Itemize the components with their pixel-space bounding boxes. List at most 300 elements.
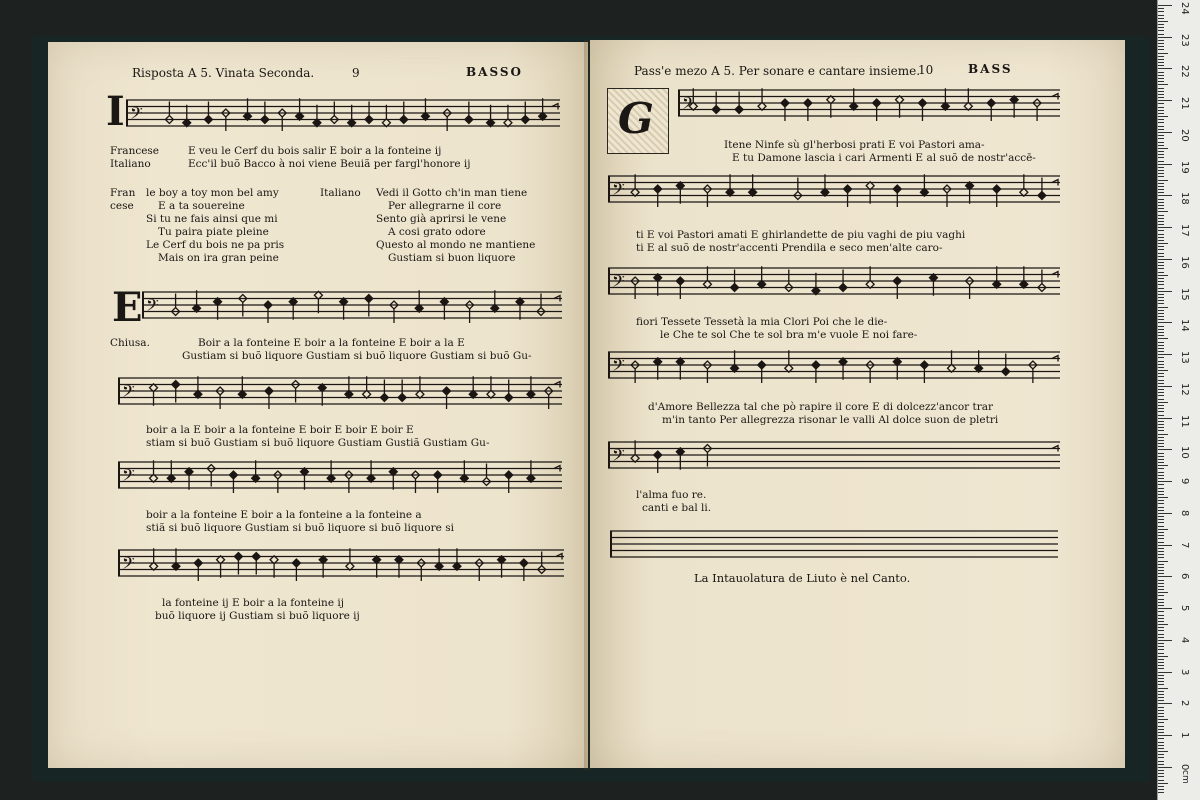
verse-line: Tu paira piate pleine bbox=[158, 226, 269, 238]
ruler-tick bbox=[1158, 392, 1164, 393]
ruler-tick bbox=[1158, 21, 1168, 22]
ruler-tick bbox=[1158, 110, 1164, 111]
lyric-line: m'in tanto Per allegrezza risonar le valli Al dolce suon de pletri bbox=[662, 414, 999, 426]
ruler-tick bbox=[1158, 189, 1164, 190]
ruler-tick bbox=[1158, 434, 1168, 435]
ruler-tick bbox=[1158, 18, 1164, 19]
ruler-number: 5 bbox=[1179, 605, 1190, 612]
ruler-tick bbox=[1158, 275, 1168, 276]
ruler-tick bbox=[1158, 700, 1164, 701]
empty-staff bbox=[610, 527, 1058, 567]
ruler-number: 9 bbox=[1179, 478, 1190, 485]
ruler-tick bbox=[1158, 668, 1164, 669]
ruler-tick bbox=[1158, 465, 1168, 466]
ruler-tick bbox=[1158, 637, 1164, 638]
ruler-tick bbox=[1158, 567, 1164, 568]
ruler-tick bbox=[1158, 56, 1164, 57]
note-head bbox=[893, 185, 901, 193]
ruler-tick bbox=[1158, 262, 1164, 263]
ruler-tick bbox=[1158, 719, 1168, 720]
ruler-unit: cm bbox=[1180, 770, 1190, 784]
lyric-line: E veu le Cerf du bois salir E boir a la fonteine ij bbox=[188, 145, 442, 157]
ruler-tick bbox=[1158, 446, 1164, 447]
ruler-tick bbox=[1158, 786, 1164, 787]
ruler-tick bbox=[1158, 122, 1164, 123]
ruler-tick bbox=[1158, 510, 1164, 511]
ruler-tick bbox=[1158, 570, 1164, 571]
ruler-tick bbox=[1158, 373, 1164, 374]
ruler-tick bbox=[1158, 46, 1164, 47]
ruler-tick bbox=[1158, 488, 1164, 489]
ruler-tick bbox=[1158, 608, 1172, 609]
ruler-tick bbox=[1158, 776, 1164, 777]
ruler-tick bbox=[1158, 764, 1164, 765]
ruler-tick bbox=[1158, 310, 1164, 311]
note-head bbox=[434, 471, 442, 479]
ruler-tick bbox=[1158, 180, 1168, 181]
note-head bbox=[839, 284, 847, 292]
ruler-tick bbox=[1158, 494, 1164, 495]
ruler-tick bbox=[1158, 278, 1164, 279]
ruler-tick bbox=[1158, 726, 1164, 727]
ruler-tick bbox=[1158, 40, 1164, 41]
ruler-tick bbox=[1158, 34, 1164, 35]
section-label-chiusa: Chiusa. bbox=[110, 337, 150, 349]
ruler-tick bbox=[1158, 218, 1164, 219]
ruler-tick bbox=[1158, 173, 1164, 174]
ruler-tick bbox=[1158, 748, 1164, 749]
ruler-tick bbox=[1158, 329, 1164, 330]
ruler-tick bbox=[1158, 583, 1164, 584]
lyric-language-label: Francese bbox=[110, 145, 160, 157]
ruler-tick bbox=[1158, 24, 1164, 25]
ruler-tick bbox=[1158, 5, 1172, 6]
lyric-line: le Che te sol Che te sol bra m'e vuole E noi fare- bbox=[660, 329, 918, 341]
ruler-tick bbox=[1158, 103, 1164, 104]
note-head bbox=[873, 99, 881, 107]
ruler-tick bbox=[1158, 418, 1172, 419]
note-head bbox=[676, 277, 684, 285]
right-page-number: 10 bbox=[918, 63, 934, 77]
clef-symbol: 𝄢 bbox=[612, 355, 625, 379]
ruler-tick bbox=[1158, 767, 1172, 768]
ruler-tick bbox=[1158, 319, 1164, 320]
ruler-tick bbox=[1158, 354, 1172, 355]
ruler-tick bbox=[1158, 227, 1172, 228]
ruler-tick bbox=[1158, 243, 1168, 244]
ruler-tick bbox=[1158, 640, 1172, 641]
ruler-tick bbox=[1158, 65, 1164, 66]
ruler-tick bbox=[1158, 659, 1164, 660]
note-head bbox=[654, 451, 662, 459]
ruler-number: 16 bbox=[1179, 255, 1190, 269]
ruler-tick bbox=[1158, 195, 1172, 196]
ruler-number: 15 bbox=[1179, 287, 1190, 301]
ruler-tick bbox=[1158, 119, 1164, 120]
ruler-tick bbox=[1158, 408, 1164, 409]
music-staff bbox=[608, 172, 1060, 208]
ruler-tick bbox=[1158, 326, 1164, 327]
note-head bbox=[264, 301, 272, 309]
music-staff bbox=[608, 348, 1060, 384]
note-head bbox=[520, 559, 528, 567]
lyric-line: ti E al suõ de nostr'accenti Prendila e seco men'alte caro- bbox=[636, 242, 943, 254]
ruler-number: 10 bbox=[1179, 446, 1190, 460]
ruler-tick bbox=[1158, 113, 1164, 114]
ruler-tick bbox=[1158, 97, 1164, 98]
ruler-tick bbox=[1158, 665, 1164, 666]
ruler-number: 17 bbox=[1179, 224, 1190, 237]
lyric-language-label: Italiano bbox=[110, 158, 151, 170]
ruler-tick bbox=[1158, 291, 1172, 292]
ruler-tick bbox=[1158, 656, 1168, 657]
ruler-tick bbox=[1158, 402, 1168, 403]
ruler-tick bbox=[1158, 367, 1164, 368]
clef-symbol: 𝄢 bbox=[612, 271, 625, 295]
music-staff bbox=[118, 546, 564, 582]
ruler-tick bbox=[1158, 27, 1164, 28]
note-head bbox=[918, 99, 926, 107]
ruler-tick bbox=[1158, 351, 1164, 352]
verse-line: Vedi il Gotto ch'in man tiene bbox=[376, 187, 528, 199]
ruler-tick bbox=[1158, 294, 1164, 295]
ruler-tick bbox=[1158, 107, 1164, 108]
ruler-tick bbox=[1158, 611, 1164, 612]
note-head bbox=[735, 106, 743, 114]
ruler-tick bbox=[1158, 246, 1164, 247]
ruler-tick bbox=[1158, 672, 1172, 673]
ruler-number: 12 bbox=[1179, 382, 1190, 396]
ruler-tick bbox=[1158, 630, 1164, 631]
lyric-line: stiã si buõ liquore Gustiam si buõ liquore si buõ liquore si bbox=[146, 522, 454, 534]
ruler-tick bbox=[1158, 513, 1172, 514]
ruler-tick bbox=[1158, 443, 1164, 444]
ruler-tick bbox=[1158, 395, 1164, 396]
verse-language-label: cese bbox=[110, 200, 134, 212]
ruler-tick bbox=[1158, 551, 1164, 552]
note-head bbox=[505, 394, 513, 402]
lyric-line: l'alma fuo re. bbox=[636, 489, 707, 501]
ruler-tick bbox=[1158, 710, 1164, 711]
ruler-tick bbox=[1158, 621, 1164, 622]
ruler-tick bbox=[1158, 732, 1164, 733]
ruler-tick bbox=[1158, 713, 1164, 714]
ruler-number: 18 bbox=[1179, 192, 1190, 206]
note-head bbox=[380, 394, 388, 402]
ruler-tick bbox=[1158, 503, 1164, 504]
clef-symbol: 𝄢 bbox=[122, 465, 135, 489]
note-head bbox=[204, 116, 212, 124]
ruler-tick bbox=[1158, 780, 1164, 781]
clef-symbol: 𝄢 bbox=[682, 93, 695, 117]
ruler-tick bbox=[1158, 383, 1164, 384]
initial-letter-g: G bbox=[618, 94, 654, 143]
ruler-tick bbox=[1158, 716, 1164, 717]
ruler-tick bbox=[1158, 478, 1164, 479]
ruler-number: 7 bbox=[1179, 541, 1190, 549]
ruler-tick bbox=[1158, 361, 1164, 362]
ruler-number: 22 bbox=[1179, 65, 1190, 79]
ruler-tick bbox=[1158, 783, 1168, 784]
clef-symbol: 𝄢 bbox=[612, 179, 625, 203]
ruler-number: 21 bbox=[1179, 97, 1190, 110]
ruler-tick bbox=[1158, 589, 1164, 590]
ruler-tick bbox=[1158, 535, 1164, 536]
note-head bbox=[398, 394, 406, 402]
ruler-tick bbox=[1158, 142, 1164, 143]
ruler-number: 19 bbox=[1179, 160, 1190, 174]
ruler-tick bbox=[1158, 316, 1164, 317]
ruler-tick bbox=[1158, 678, 1164, 679]
ruler-tick bbox=[1158, 681, 1164, 682]
ruler-tick bbox=[1158, 456, 1164, 457]
ruler-tick bbox=[1158, 427, 1164, 428]
ruler-tick bbox=[1158, 49, 1164, 50]
ruler-tick bbox=[1158, 364, 1164, 365]
ruler-tick bbox=[1158, 224, 1164, 225]
ruler-tick bbox=[1158, 186, 1164, 187]
ruler-tick bbox=[1158, 459, 1164, 460]
ruler-tick bbox=[1158, 202, 1164, 203]
note-head bbox=[812, 361, 820, 369]
ruler-tick bbox=[1158, 8, 1164, 9]
ruler-tick bbox=[1158, 348, 1164, 349]
ruler-tick bbox=[1158, 542, 1164, 543]
music-staff bbox=[118, 374, 562, 410]
ruler-tick bbox=[1158, 389, 1164, 390]
ruler-number: 23 bbox=[1179, 33, 1190, 47]
verse-line: Sento già aprirsi le vene bbox=[376, 213, 507, 225]
ruler-tick bbox=[1158, 37, 1172, 38]
verse-line: Le Cerf du bois ne pa pris bbox=[146, 239, 285, 251]
ruler-tick bbox=[1158, 322, 1172, 323]
ruler-tick bbox=[1158, 335, 1164, 336]
ruler-tick bbox=[1158, 554, 1164, 555]
ruler-tick bbox=[1158, 548, 1164, 549]
ruler-tick bbox=[1158, 602, 1164, 603]
ruler-tick bbox=[1158, 297, 1164, 298]
music-staff bbox=[608, 264, 1060, 300]
ruler-tick bbox=[1158, 738, 1164, 739]
ruler-number: 14 bbox=[1179, 319, 1190, 333]
ruler-tick bbox=[1158, 497, 1168, 498]
ruler-tick bbox=[1158, 545, 1172, 546]
music-staff bbox=[678, 86, 1060, 122]
ruler-tick bbox=[1158, 154, 1164, 155]
clef-symbol: 𝄢 bbox=[122, 553, 135, 577]
note-head bbox=[758, 361, 766, 369]
lyric-line: d'Amore Bellezza tal che pò rapire il core E di dolcezz'ancor trar bbox=[648, 401, 994, 413]
right-header-voice: BASS bbox=[968, 62, 1013, 76]
ruler-number: 2 bbox=[1179, 700, 1190, 707]
initial-letter-e: E bbox=[112, 284, 143, 331]
ruler-tick bbox=[1158, 75, 1164, 76]
note-head bbox=[731, 284, 739, 292]
ruler-tick bbox=[1158, 151, 1164, 152]
left-page-number: 9 bbox=[352, 66, 360, 80]
verse-language-label: Italiano bbox=[320, 187, 361, 199]
ruler-tick bbox=[1158, 253, 1164, 254]
lyric-line: Gustiam si buõ liquore Gustiam si buõ liquore Gustiam si buõ Gu- bbox=[182, 350, 532, 362]
ruler-tick bbox=[1158, 526, 1164, 527]
ruler-tick bbox=[1158, 240, 1164, 241]
ruler-tick bbox=[1158, 453, 1164, 454]
ruler-tick bbox=[1158, 265, 1164, 266]
clef-symbol: 𝄢 bbox=[146, 295, 159, 319]
ruler-tick bbox=[1158, 148, 1168, 149]
ruler-tick bbox=[1158, 472, 1164, 473]
note-head bbox=[993, 185, 1001, 193]
ruler-tick bbox=[1158, 532, 1164, 533]
music-staff bbox=[126, 96, 560, 132]
note-head bbox=[400, 116, 408, 124]
ruler-tick bbox=[1158, 415, 1164, 416]
note-head bbox=[172, 381, 180, 389]
music-staff bbox=[118, 458, 562, 494]
ruler-tick bbox=[1158, 307, 1168, 308]
ruler-tick bbox=[1158, 211, 1168, 212]
note-head bbox=[712, 106, 720, 114]
right-header-title: Pass'e mezo A 5. Per sonare e cantare insieme. bbox=[634, 64, 921, 78]
initial-letter-g-ornate bbox=[607, 88, 669, 154]
ruler-tick bbox=[1158, 62, 1164, 63]
ruler-number: 4 bbox=[1179, 636, 1190, 644]
verse-line: Si tu ne fais ainsi que mi bbox=[146, 213, 278, 225]
ruler-tick bbox=[1158, 221, 1164, 222]
ruler-tick bbox=[1158, 234, 1164, 235]
ruler-tick bbox=[1158, 615, 1164, 616]
note-head bbox=[844, 185, 852, 193]
ruler-tick bbox=[1158, 653, 1164, 654]
ruler-tick bbox=[1158, 281, 1164, 282]
ruler-number: 24 bbox=[1179, 2, 1190, 15]
ruler-tick bbox=[1158, 742, 1164, 743]
ruler-tick bbox=[1158, 703, 1172, 704]
verse-line: A cosi grato odore bbox=[388, 226, 486, 238]
ruler-tick bbox=[1158, 646, 1164, 647]
lyric-line: la fonteine ij E boir a la fonteine ij bbox=[162, 597, 344, 609]
ruler-tick bbox=[1158, 256, 1164, 257]
note-head bbox=[194, 559, 202, 567]
ruler-tick bbox=[1158, 468, 1164, 469]
ruler-tick bbox=[1158, 580, 1164, 581]
ruler-tick bbox=[1158, 199, 1164, 200]
ruler-tick bbox=[1158, 161, 1164, 162]
ruler-tick bbox=[1158, 745, 1164, 746]
ruler-tick bbox=[1158, 132, 1172, 133]
verse-line: E a ta souereine bbox=[158, 200, 245, 212]
ruler-tick bbox=[1158, 72, 1164, 73]
initial-letter-i: I bbox=[106, 88, 125, 135]
ruler-tick bbox=[1158, 53, 1168, 54]
ruler-number: 1 bbox=[1179, 732, 1190, 739]
ruler-tick bbox=[1158, 595, 1164, 596]
music-staff bbox=[142, 288, 562, 324]
ruler-number: 13 bbox=[1179, 351, 1190, 364]
ruler-tick bbox=[1158, 157, 1164, 158]
note-head bbox=[465, 116, 473, 124]
clef-symbol: 𝄢 bbox=[130, 103, 143, 127]
ruler-tick bbox=[1158, 215, 1164, 216]
ruler-tick bbox=[1158, 449, 1172, 450]
ruler-tick bbox=[1158, 437, 1164, 438]
ruler-tick bbox=[1158, 116, 1168, 117]
ruler-tick bbox=[1158, 338, 1168, 339]
ruler-tick bbox=[1158, 91, 1164, 92]
ruler-tick bbox=[1158, 484, 1164, 485]
ruler-tick bbox=[1158, 605, 1164, 606]
ruler-tick bbox=[1158, 624, 1168, 625]
note-head bbox=[292, 559, 300, 567]
ruler-tick bbox=[1158, 380, 1164, 381]
ruler-tick bbox=[1158, 230, 1164, 231]
ruler-tick bbox=[1158, 313, 1164, 314]
ruler-tick bbox=[1158, 675, 1164, 676]
ruler-tick bbox=[1158, 507, 1164, 508]
ruler-tick bbox=[1158, 145, 1164, 146]
ruler-tick bbox=[1158, 284, 1164, 285]
ruler-tick bbox=[1158, 481, 1172, 482]
ruler-tick bbox=[1158, 357, 1164, 358]
note-head bbox=[1038, 192, 1046, 200]
lyric-line: Ecc'il buõ Bacco à noi viene Beuiã per fargl'honore ij bbox=[188, 158, 471, 170]
ruler-tick bbox=[1158, 78, 1164, 79]
ruler-tick bbox=[1158, 643, 1164, 644]
verse-line: Mais on ira gran peine bbox=[158, 252, 279, 264]
verse-line: Gustiam si buon liquore bbox=[388, 252, 516, 264]
ruler-tick bbox=[1158, 249, 1164, 250]
music-staff-final bbox=[608, 438, 1060, 474]
ruler-tick bbox=[1158, 405, 1164, 406]
ruler-tick bbox=[1158, 576, 1172, 577]
ruler-tick bbox=[1158, 332, 1164, 333]
ruler-number: 8 bbox=[1179, 509, 1190, 517]
ruler-tick bbox=[1158, 208, 1164, 209]
verse-line: Per allegrarne il core bbox=[388, 200, 502, 212]
lyric-line: Boir a la fonteine E boir a la fonteine E boir a la E bbox=[198, 337, 465, 349]
clef-symbol: 𝄢 bbox=[122, 381, 135, 405]
ruler-tick bbox=[1158, 697, 1164, 698]
ruler-tick bbox=[1158, 81, 1164, 82]
measurement-ruler bbox=[1157, 0, 1200, 800]
ruler-tick bbox=[1158, 519, 1164, 520]
ruler-tick bbox=[1158, 722, 1164, 723]
ruler-tick bbox=[1158, 491, 1164, 492]
ruler-tick bbox=[1158, 68, 1172, 69]
note-head bbox=[261, 116, 269, 124]
ruler-tick bbox=[1158, 167, 1164, 168]
lyric-line: ti E voi Pastori amati E ghirlandette de piu vaghi de piu vaghi bbox=[636, 229, 966, 241]
ruler-tick bbox=[1158, 15, 1164, 16]
note-head bbox=[521, 116, 529, 124]
ruler-tick bbox=[1158, 440, 1164, 441]
verse-language-label: Fran bbox=[110, 187, 136, 199]
ruler-tick bbox=[1158, 516, 1164, 517]
ruler-tick bbox=[1158, 586, 1164, 587]
ruler-tick bbox=[1158, 88, 1164, 89]
ruler-tick bbox=[1158, 399, 1164, 400]
lyric-line: buõ liquore ij Gustiam si buõ liquore ij bbox=[155, 610, 360, 622]
ruler-tick bbox=[1158, 342, 1164, 343]
ruler-tick bbox=[1158, 792, 1164, 793]
ruler-tick bbox=[1158, 500, 1164, 501]
left-header-voice: BASSO bbox=[466, 65, 523, 79]
ruler-tick bbox=[1158, 164, 1172, 165]
ruler-tick bbox=[1158, 475, 1164, 476]
ruler-tick bbox=[1158, 729, 1164, 730]
verse-line: le boy a toy mon bel amy bbox=[146, 187, 279, 199]
note-head bbox=[229, 471, 237, 479]
